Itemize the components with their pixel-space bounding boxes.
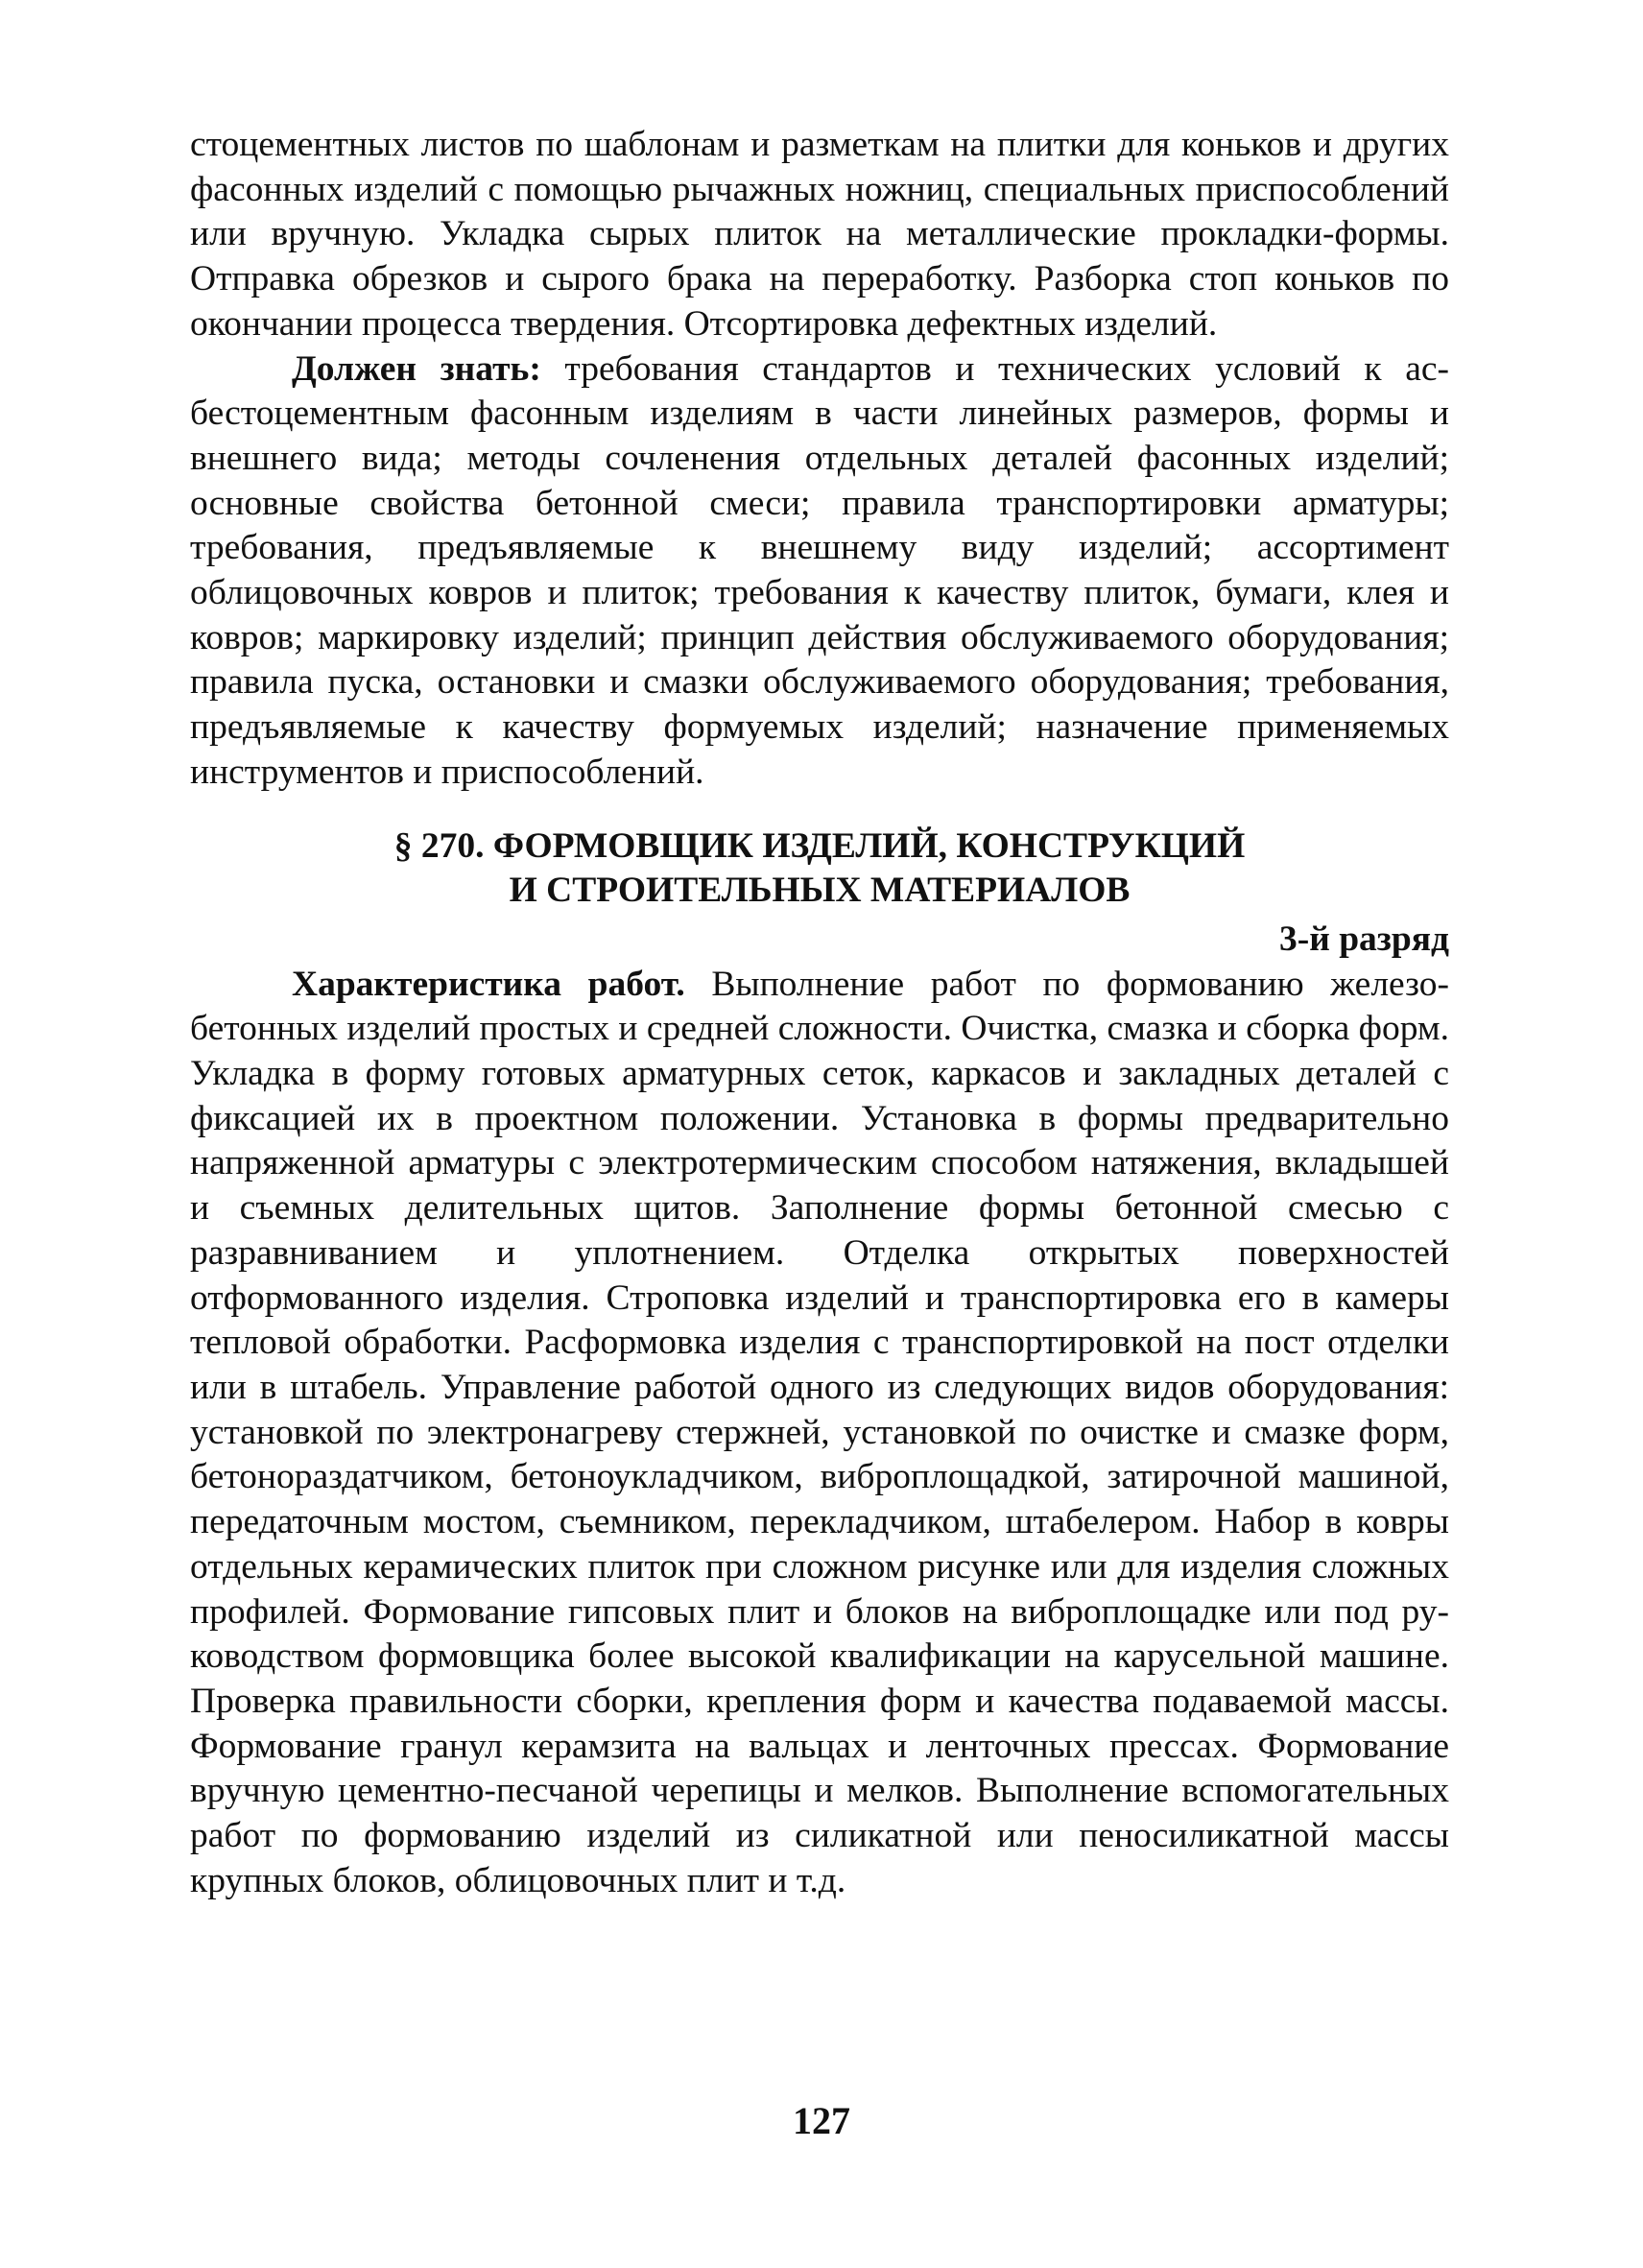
paragraph-text: требования стандартов и технических условий к асбестоцементным фасонным изделиям в части линейных размеров, формы и внешнего вида; методы сочленения отдельных деталей фасонных изделий; основные свойства бетонной смеси; правила транспортировки арматуры; требования, предъявляемые к внешнему виду изделий; ассортимент облицовочных ковров и плиток; требования к качеству плиток, бумаги, клея и ковров; маркировку изделий; принцип действия обслуживаемого оборудования; правила пуска, остановки и смазки обслуживаемого оборудования; требования, предъявляемые к качеству формуемых изделий; назначение применяемых инструментов и приспособлений. [190,348,1449,792]
paragraph-lead: Характеристика работ. [292,964,685,1004]
paragraph-must-know [190,347,1449,796]
paragraph-continuation [190,123,1449,347]
document-page [190,123,1449,1903]
paragraph-text: стоцементных листов по шаблонам и разметкам на плитки для коньков и других фасонных изделий с помощью рычажных ножниц, специальных приспособлений или вручную. Укладка сырых плиток на металлические прокладки-формы. Отправка обрезков и сырого брака на переработку. Разборка стоп коньков по окончании процесса твердения. Отсортировка дефектных изделий. [190,125,1449,344]
grade-label: 3-й разряд [1278,919,1449,959]
page-number: 127 [793,2099,850,2142]
paragraph-text: Выполнение работ по формованию железобетонных изделий простых и средней сложности. Очистка, смазка и сборка форм. Укладка в форму готовых арматурных сеток, каркасов и закладных деталей с фиксацией их в проектном положении. Установка в формы предварительно напряженной арматуры с электротермическим способом натяжения, вкладышей и съемных делительных щитов. Заполнение формы бетонной смесью с разравниванием и уплотнением. Отделка открытых поверхностей отформованного изделия. Строповка изделий и транспортировка его в камеры тепловой обработки. Расформовка изделия с транспортировкой на пост отделки или в штабель. Управление работой одного из следующих видов оборудования: установкой по электронагреву стержней, установкой по очистке и смазке форм, бетонораздатчиком, бетоноукладчиком, виброплощадкой, затирочной машиной, передаточным мостом, съемником, перекладчиком, штабелером. Набор в ковры отдельных керамических плиток при сложном рисунке или для изделия сложных профилей. Формование гипсовых плит и блоков на виброплощадке или под руководством формовщика более высокой квалификации на карусельной машине. Проверка правильности сборки, крепления форм и качества подаваемой массы. Формование гранул керамзита на вальцах и ленточных прессах. Формование вручную цементно-песчаной черепицы и мелков. Выполнение вспомогательных работ по формованию изделий из силикатной или пеносиликатной массы крупных блоков, облицовочных плит и т.д. [190,964,1449,1900]
paragraph-work-characteristics [190,963,1449,1904]
section-heading [190,824,1449,914]
section-heading-line-1: § 270. ФОРМОВЩИК ИЗДЕЛИЙ, КОНСТРУКЦИЙ [393,825,1246,866]
paragraph-lead: Должен знать: [292,348,541,389]
section-heading-line-2: И СТРОИТЕЛЬНЫХ МАТЕРИАЛОВ [509,871,1131,911]
